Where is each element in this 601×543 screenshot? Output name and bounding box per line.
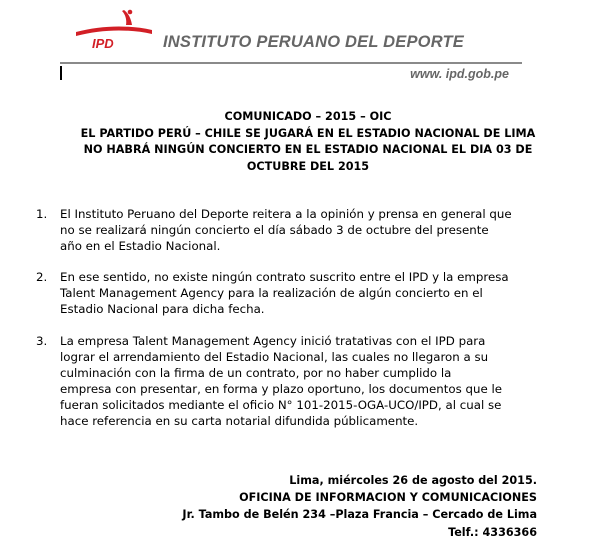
website-link[interactable]: www. ipd.gob.pe: [410, 67, 509, 81]
header-rule: [60, 62, 522, 64]
list-item: [36, 269, 536, 317]
list-item-line: año en el Estadio Nacional.: [60, 239, 221, 253]
logo-runner-head: [128, 10, 133, 15]
list-item-line: Estadio Nacional para dicha fecha.: [60, 302, 265, 316]
list-item-line: La empresa Talent Management Agency inició tratativas con el IPD para: [60, 334, 486, 348]
signature-phone: Telf.: 4336366: [448, 525, 537, 539]
signature-date: Lima, miércoles 26 de agosto del 2015.: [289, 474, 537, 487]
list-item: [36, 333, 536, 429]
list-number: 2.: [36, 270, 48, 284]
list-item: [36, 206, 536, 254]
list-item-line: En ese sentido, no existe ningún contrato suscrito entre el IPD y la empresa: [60, 270, 509, 284]
title-line-4: OCTUBRE DEL 2015: [246, 159, 370, 173]
document-title: [48, 109, 568, 175]
list-item-line: lograr el arrendamiento del Estadio Nacional, las cuales no llegaron a su: [60, 350, 489, 364]
ipd-logo: [72, 8, 162, 50]
list-item-line: Talent Management Agency para la realización de algún concierto en el: [60, 286, 483, 300]
signature-block: [182, 472, 537, 541]
list-number: 3.: [36, 334, 48, 348]
list-item-line: fueran solicitados mediante el oficio N° 101-2015-OGA-UCO/IPD, al cual se: [60, 398, 502, 412]
list-item-line: hace referencia en su carta notarial difundida públicamente.: [60, 414, 419, 428]
title-line-1: COMUNICADO – 2015 – OIC: [224, 110, 392, 123]
statement-list: [36, 206, 536, 429]
organization-name: INSTITUTO PERUANO DEL DEPORTE: [163, 33, 465, 51]
logo-text: IPD: [92, 36, 114, 50]
list-item-line: no se realizará ningún concierto el día sábado 3 de octubre del presente: [60, 223, 489, 237]
signature-office: OFICINA DE INFORMACION Y COMUNICACIONES: [239, 491, 537, 505]
title-line-3: NO HABRÁ NINGÚN CONCIERTO EN EL ESTADIO NACIONAL EL DIA 03 DE: [83, 143, 533, 156]
title-line-2: EL PARTIDO PERÚ – CHILE SE JUGARÁ EN EL ESTADIO NACIONAL DE LIMA: [80, 126, 536, 140]
signature-address: Jr. Tambo de Belén 234 –Plaza Francia – Cercado de Lima: [182, 508, 537, 522]
list-item-line: El Instituto Peruano del Deporte reitera a la opinión y prensa en general que: [60, 207, 512, 221]
logo-swoosh: [76, 26, 152, 36]
ipd-logo-graphic: [72, 8, 162, 50]
list-item-line: empresa con presentar, en forma y plazo oportuno, los documentos que le: [60, 382, 503, 396]
list-number: 1.: [36, 207, 48, 221]
list-item-line: culminación con la firma de un contrato, por no haber cumplido la: [60, 366, 452, 380]
text-cursor: [60, 66, 62, 80]
